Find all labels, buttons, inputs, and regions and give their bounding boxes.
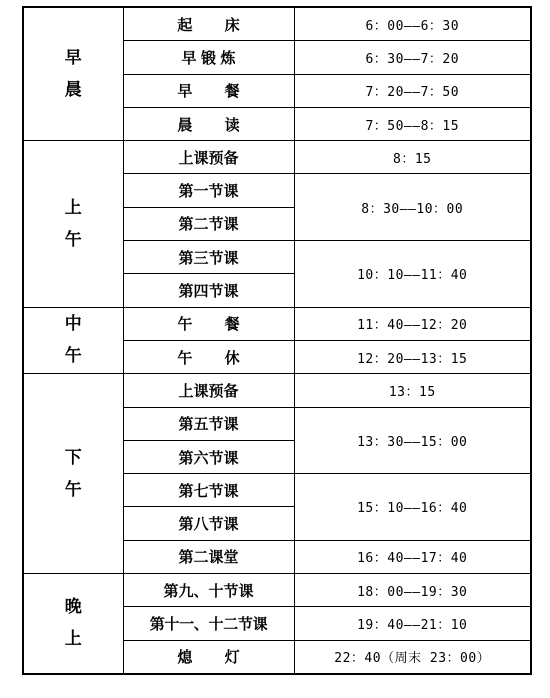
event-cell — [123, 274, 294, 307]
table-row — [23, 574, 531, 607]
event-cell — [123, 207, 294, 240]
event-label: 第四节课 — [178, 282, 239, 301]
event-label: 午 休 — [177, 348, 254, 367]
event-label: 早锻炼 — [181, 48, 240, 67]
period-cell-noon — [23, 307, 123, 374]
time-cell: 13：30——15：00 — [294, 407, 531, 474]
time-cell: 10：10——11：40 — [294, 241, 531, 308]
event-cell — [123, 474, 294, 507]
event-cell — [123, 374, 294, 407]
time-cell: 15：10——16：40 — [294, 474, 531, 541]
event-label: 第五节课 — [178, 415, 239, 434]
event-cell — [123, 440, 294, 473]
event-cell — [123, 407, 294, 440]
time-cell: 7：50——8：15 — [294, 107, 531, 140]
time-cell: 13：15 — [294, 374, 531, 407]
table-row — [23, 374, 531, 407]
time-cell: 8：15 — [294, 141, 531, 174]
event-cell — [123, 574, 294, 607]
event-label: 午 餐 — [177, 315, 254, 334]
event-label: 第九、十节课 — [163, 581, 254, 600]
time-cell: 18：00——19：30 — [294, 574, 531, 607]
event-label: 第一节课 — [178, 182, 239, 201]
daily-schedule-table — [22, 6, 532, 675]
event-label: 熄 灯 — [177, 648, 254, 667]
period-char: 午 — [64, 479, 82, 500]
period-char: 中 — [64, 314, 82, 335]
event-label: 第七节课 — [178, 481, 239, 500]
period-char: 午 — [64, 229, 82, 250]
event-label: 第二课堂 — [178, 548, 239, 567]
period-cell-forenoon — [23, 141, 123, 307]
event-cell — [123, 141, 294, 174]
event-cell — [123, 507, 294, 540]
event-cell — [123, 640, 294, 674]
event-cell — [123, 307, 294, 340]
table-row — [23, 307, 531, 340]
time-cell: 6：00——6：30 — [294, 7, 531, 41]
event-cell — [123, 607, 294, 640]
period-char: 午 — [64, 346, 82, 367]
event-label: 上课预备 — [178, 148, 239, 167]
time-cell: 12：20——13：15 — [294, 340, 531, 373]
time-cell: 22：40（周末 23：00） — [294, 640, 531, 674]
event-label: 第三节课 — [178, 248, 239, 267]
time-cell: 19：40——21：10 — [294, 607, 531, 640]
event-label: 第八节课 — [178, 515, 239, 534]
event-cell — [123, 107, 294, 140]
event-cell — [123, 41, 294, 74]
event-cell — [123, 241, 294, 274]
time-cell: 6：30——7：20 — [294, 41, 531, 74]
event-cell — [123, 540, 294, 573]
time-cell: 16：40——17：40 — [294, 540, 531, 573]
period-char: 下 — [64, 447, 82, 468]
table-row — [23, 7, 531, 41]
time-cell: 11：40——12：20 — [294, 307, 531, 340]
period-char: 上 — [64, 629, 82, 650]
event-label: 晨 读 — [177, 115, 254, 134]
time-cell: 8：30——10：00 — [294, 174, 531, 241]
time-cell: 7：20——7：50 — [294, 74, 531, 107]
period-char: 晨 — [64, 80, 82, 101]
event-cell — [123, 174, 294, 207]
event-label: 早 餐 — [177, 82, 254, 101]
event-cell — [123, 7, 294, 41]
period-cell-afternoon — [23, 374, 123, 574]
event-label: 第二节课 — [178, 215, 239, 234]
event-cell — [123, 340, 294, 373]
event-label: 上课预备 — [178, 381, 239, 400]
event-label: 第六节课 — [178, 448, 239, 467]
event-cell — [123, 74, 294, 107]
event-label: 第十一、十二节课 — [149, 614, 268, 633]
event-label: 起 床 — [177, 15, 254, 34]
period-char: 晚 — [64, 597, 82, 618]
period-char: 上 — [64, 197, 82, 218]
period-char: 早 — [64, 48, 82, 69]
period-cell-morning — [23, 7, 123, 141]
table-row — [23, 141, 531, 174]
period-cell-evening — [23, 574, 123, 674]
